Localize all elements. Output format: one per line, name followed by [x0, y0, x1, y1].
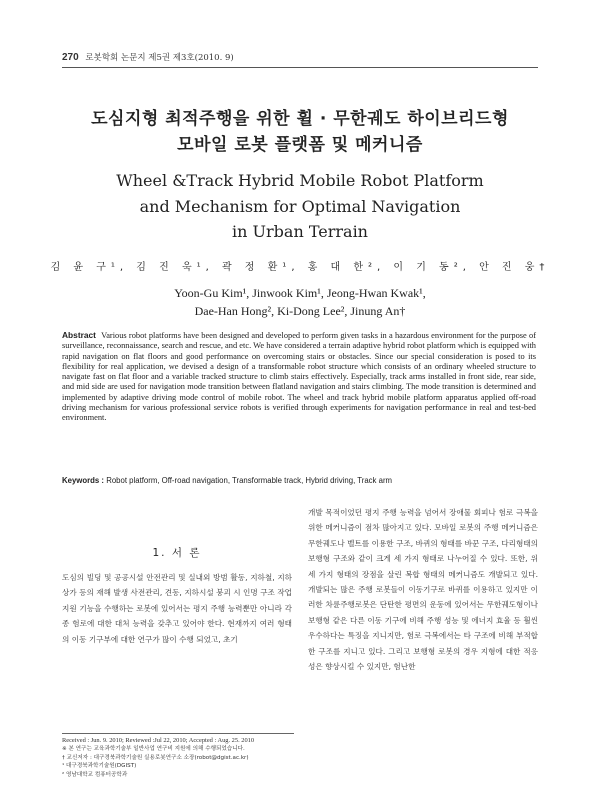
right-column — [308, 505, 538, 674]
title-english-line-3: in Urban Terrain — [232, 222, 368, 241]
right-column-paragraph: 개발 목적이었던 평지 주행 능력을 넘어서 장애물 회피나 험로 극복을 위한 메커니즘이 점차 많아지고 있다. 모바일 로봇의 주행 메커니즘은 무한궤도나 벨트를 이용한 구조, 바퀴의 형태를 바꾼 구조, 다리형태의 보행형 구조와 같이 크게 세 가지 형태로 나누어질 수 있다. 또한, 위 세 가지 형태의 장점을 살린 복합 형태의 메커니즘도 개발되고 있다. 개발되는 많은 주행 로봇들이 이동기구로 바퀴를 이용하고 있지만 이러한 차륜주행로봇은 단탄한 평면의 운동에 있어서는 무한궤도형이나 보행형 같은 다른 이동 기구에 비해 주행 성능 및 에너지 효율 등 훨씬 우수하다는 특징을 지니지만, 험로 극복에서는 타 구조에 비해 부적합한 구조를 지니고 있다. 그리고 보행형 로봇의 경우 지형에 대한 적응성은 향상시킬 수 있지만, 험난한 — [308, 508, 538, 672]
abstract — [62, 330, 536, 424]
footnote-corresponding-author: † 교신저자 : 대구경북과학기술원 실용로봇연구소 소장(robot@dgist.ac.kr) — [62, 754, 249, 761]
journal-name: 로봇학회 논문지 제5권 제3호(2010. 9) — [85, 53, 234, 63]
authors-english-line-1: Yoon-Gu Kim¹, Jinwook Kim¹, Jeong-Hwan Kwak¹, — [174, 286, 426, 300]
keywords — [62, 476, 536, 485]
introduction-paragraph: 도심의 빌딩 및 공공시설 안전관리 및 실내외 방범 활동, 지하철, 지하상가 등의 재해 발생 사전관리, 견동, 지하시설 붕괴 시 인명 구조 작업 지원 기능을 수행하는 로봇에 있어서는 평지 주행 능력뿐만 아니라 각종 험로에 대한 대처 능력을 갖추고 있어야 한다. 현재까지 여러 형태의 이동 기구부에 대한 연구가 많이 수행 되었고, 초기 — [62, 573, 292, 644]
footnote-affiliation-2: ² 영남대학교 컴퓨터공학과 — [62, 771, 128, 778]
footnote-affiliation-1: ¹ 대구경북과학기술원(DGIST) — [62, 763, 137, 770]
title-english-line-1: Wheel &Track Hybrid Mobile Robot Platform — [116, 171, 484, 190]
title-korean-line-1: 도심지형 최적주행을 위한 휠 · 무한궤도 하이브리드형 — [91, 109, 509, 129]
abstract-text: Various robot platforms have been designed and developed to perform given tasks in a hazardous environment for the purpose of surveillance, reconnaissance, search and rescue, and etc. We have considered a terrain adaptive hybrid robot platform which is equipped with rapid navigation on flat floors and good performance on overcoming stairs or obstacles. Since our special consideration is posed to its flexibility for real application, we devised a design of a transformable robot structure which consists of an ordinary wheeled structure to navigate fast on flat floor and a variable tracked structure to climb stairs effectively. Especially, track arms installed in front side, rear side, and mid side are used for navigation mode transition between flatland navigation and stairs climbing. The mode transition is determined and implemented by adaptive driving mode control of mobile robot. The wheel and track hybrid mobile platform apparatus applied off-road driving mechanism for various professional service robots is verified through experiments for navigation performance in real and test-bed environment. — [62, 331, 536, 423]
title-korean-line-2: 모바일 로봇 플랫폼 및 메커니즘 — [177, 135, 423, 155]
authors-english-line-2: Dae-Han Hong², Ki-Dong Lee², Jinung An† — [194, 304, 406, 318]
authors-korean: 김 윤 구¹, 김 진 욱¹, 곽 정 환¹, 홍 대 한², 이 기 동², 안 진 웅† — [50, 262, 550, 273]
footnotes — [62, 733, 294, 779]
running-header — [62, 51, 538, 68]
keywords-text: Robot platform, Off-road navigation, Transformable track, Hybrid driving, Track arm — [104, 476, 393, 485]
received-dates: Received : Jun. 9. 2010; Reviewed :Jul 22, 2010; Accepted : Aug. 25. 2010 — [62, 737, 255, 744]
left-column — [62, 545, 292, 647]
keywords-label: Keywords : — [62, 476, 105, 485]
footnote-funding: ※ 본 연구는 교육과학기술부 일반사업 연구비 지원에 의해 수행되었습니다. — [62, 746, 245, 753]
abstract-label: Abstract — [62, 330, 96, 340]
section-heading-introduction: 1. 서 론 — [152, 547, 202, 559]
page-number: 270 — [62, 52, 79, 63]
title-english-line-2: and Mechanism for Optimal Navigation — [139, 197, 461, 216]
